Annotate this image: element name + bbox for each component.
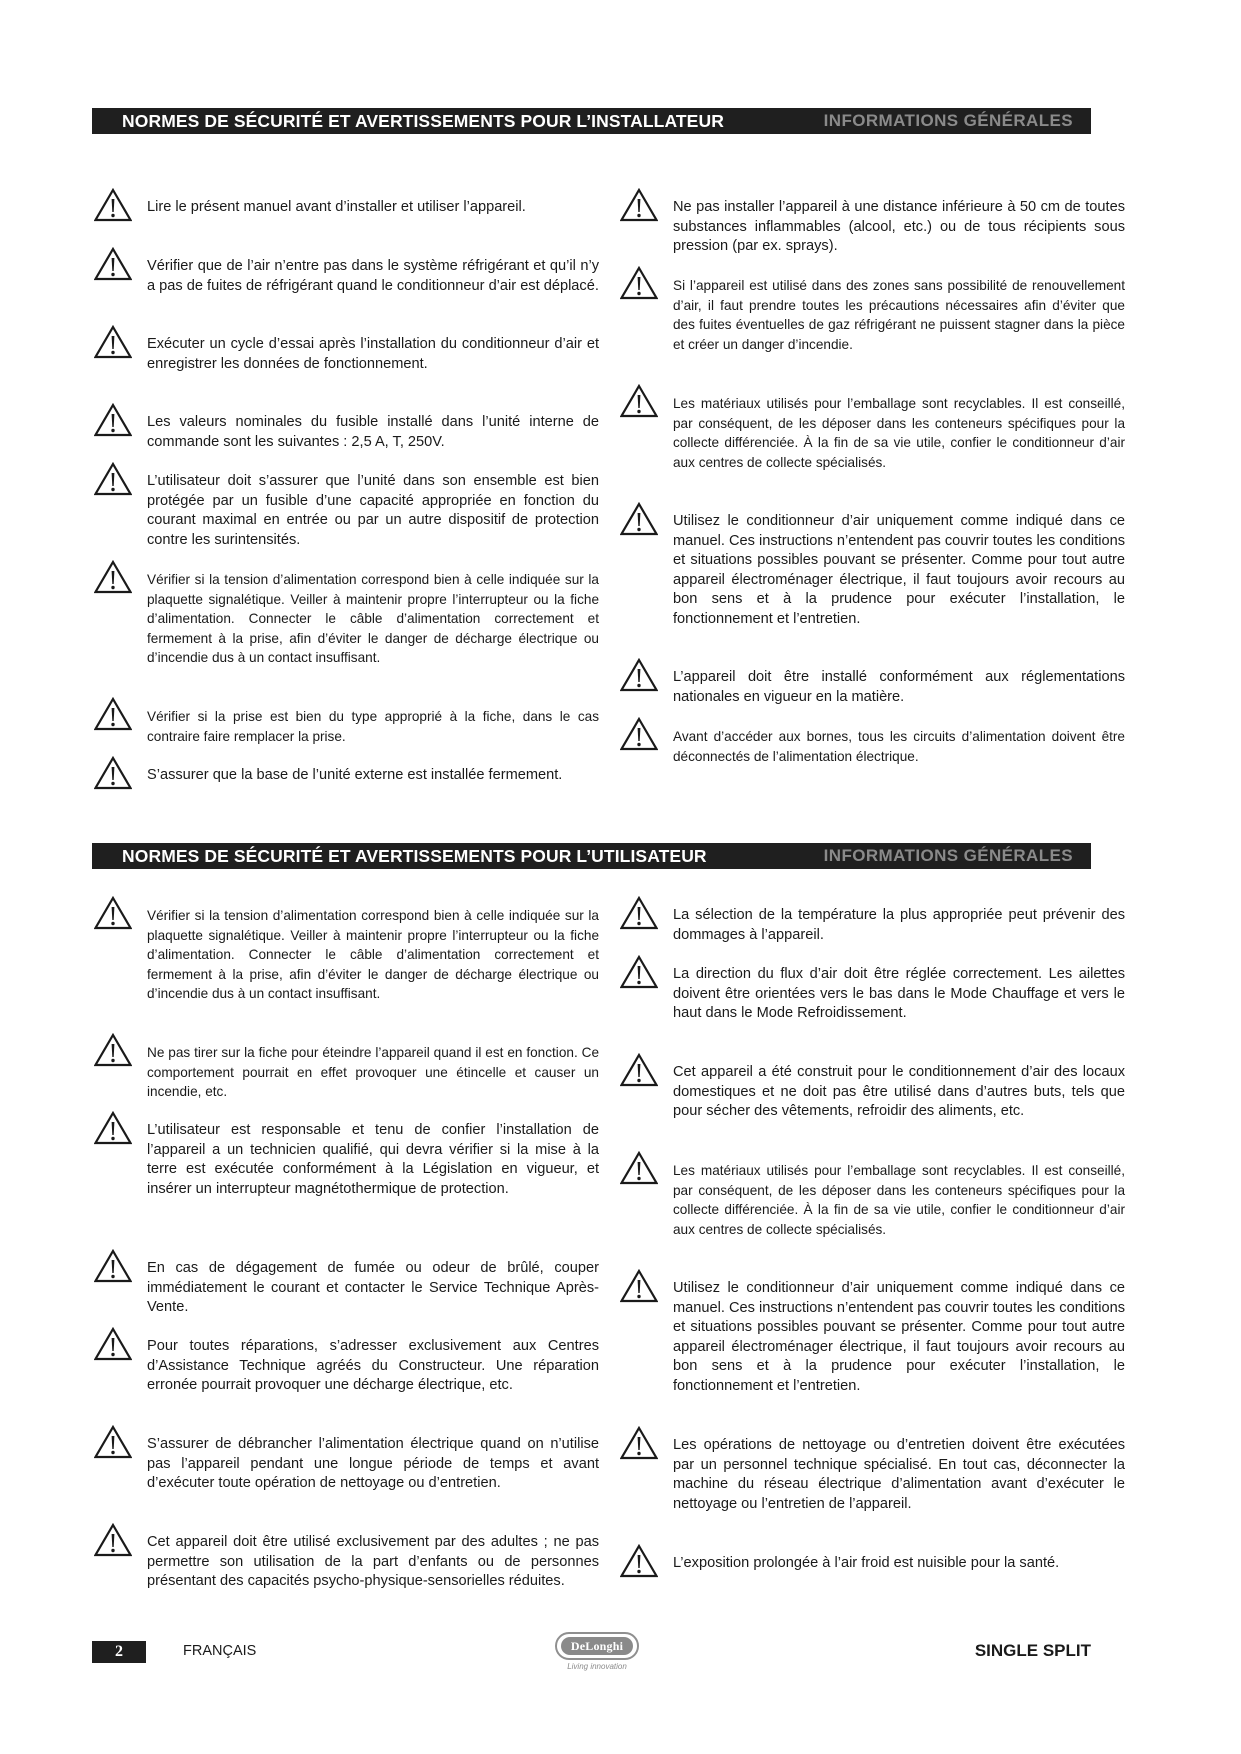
section-category: INFORMATIONS GÉNÉRALES <box>823 111 1073 130</box>
warning-icon <box>620 717 658 751</box>
warning-text: Vérifier si la prise est bien du type approprié à la fiche, dans le cas contraire faire remplacer la prise. <box>147 709 599 744</box>
warning-text: L’exposition prolongée à l’air froid est nuisible pour la santé. <box>673 1555 1060 1571</box>
warning-icon <box>620 502 658 536</box>
warning-icon <box>620 1151 658 1185</box>
brand-name: DeLonghi <box>561 1637 633 1655</box>
warning-icon <box>620 955 658 989</box>
warning-icon <box>94 1523 132 1557</box>
warning-icon <box>94 697 132 731</box>
warning-text: L’utilisateur doit s’assurer que l’unité dans son ensemble est bien protégée par un fusible d’une capacité appropriée en fonction du courant maximal en entrée ou par un autre dispositif de protection contre les surintensités. <box>147 473 599 548</box>
warning-text: La sélection de la température la plus appropriée peut prévenir des dommages à l’appareil. <box>673 907 1125 943</box>
brand-tagline: Living innovation <box>567 1662 627 1671</box>
warning-text: Si l’appareil est utilisé dans des zones sans possibilité de renouvellement d’air, il faut prendre toutes les précautions nécessaires afin d’éviter que des fuites éventuelles de gaz réfrigérant ne puissent stagner dans la pièce et créer un danger d’incendie. <box>673 278 1125 352</box>
warning-text: S’assurer que la base de l’unité externe est installée fermement. <box>147 767 563 783</box>
warning-text: Lire le présent manuel avant d’installer et utiliser l’appareil. <box>147 199 526 215</box>
warning-icon <box>620 1269 658 1303</box>
warning-text: L’appareil doit être installé conformément aux réglementations nationales en vigueur en la matière. <box>673 669 1125 705</box>
warning-text: La direction du flux d’air doit être réglée correctement. Les ailettes doivent être orientées vers le bas dans le Mode Chauffage et vers le haut dans le Mode Refroidissement. <box>673 966 1125 1022</box>
footer-language: FRANÇAIS <box>183 1643 257 1659</box>
warning-icon <box>94 896 132 930</box>
warning-text: Les opérations de nettoyage ou d’entretien doivent être exécutées par un personnel technique spécialisé. En tout cas, déconnecter la machine du réseau électrique d’alimentation avant d’exécuter le nettoyage ou l’entretien de l’appareil. <box>673 1437 1125 1512</box>
warning-icon <box>94 1111 132 1145</box>
product-name: SINGLE SPLIT <box>974 1641 1091 1660</box>
warning-text: Avant d’accéder aux bornes, tous les circuits d’alimentation doivent être déconnectés de l’alimentation électrique. <box>673 729 1125 764</box>
warning-icon <box>620 658 658 692</box>
warning-icon <box>620 384 658 418</box>
section-header-user <box>92 843 1091 869</box>
warning-icon <box>94 560 132 594</box>
warning-icon <box>620 1426 658 1460</box>
warning-text: Les valeurs nominales du fusible installé dans l’unité interne de commande sont les suivantes : 2,5 A, T, 250V. <box>147 414 599 450</box>
warning-text: Ne pas installer l’appareil à une distance inférieure à 50 cm de toutes substances inflammables (alcool, etc.) ou de tous récipients sous pression (par ex. sprays). <box>673 199 1125 255</box>
warning-icon <box>94 756 132 790</box>
warning-text: Ne pas tirer sur la fiche pour éteindre l’appareil quand il est en fonction. Ce comportement pourrait en effet provoquer une étincelle et causer un incendie, etc. <box>147 1045 599 1100</box>
warning-icon <box>94 1425 132 1459</box>
warning-text: En cas de dégagement de fumée ou odeur de brûlé, couper immédiatement le courant et contacter le Service Technique Après-Vente. <box>147 1260 599 1316</box>
warning-icon <box>620 188 658 222</box>
warning-icon <box>620 896 658 930</box>
warning-icon <box>620 1544 658 1578</box>
warning-icon <box>94 325 132 359</box>
warning-icon <box>94 1249 132 1283</box>
warning-text: Vérifier si la tension d’alimentation correspond bien à celle indiquée sur la plaquette signalétique. Veiller à maintenir propre l’interrupteur ou la fiche d’alimentation. Connecter le câble d’alimentation correctement et fermement à la prise, afin d’éviter le danger de décharge électrique ou d’incendie dus à un contact insuffisant. <box>147 572 599 666</box>
warning-icon <box>94 1033 132 1067</box>
warning-icon <box>94 462 132 496</box>
warning-text: Cet appareil doit être utilisé exclusivement par des adultes ; ne pas permettre son utilisation de la part d’enfants ou de personnes présentant des capacités psycho-physique-sensorielles réduites. <box>147 1534 599 1590</box>
warning-text: Vérifier que de l’air n’entre pas dans le système réfrigérant et qu’il n’y a pas de fuites de réfrigérant quand le conditionneur d’air est déplacé. <box>147 258 599 294</box>
warning-text: Utilisez le conditionneur d’air uniquement comme indiqué dans ce manuel. Ces instructions n’entendent pas couvrir toutes les conditions et situations possibles pouvant se présenter. Comme pour tout autre appareil électroménager électrique, il faut toujours avoir recours au bon sens et à la prudence pour exécuter l’installation, le fonctionnement et l’entretien. <box>673 1280 1125 1394</box>
section-header-installer <box>92 108 1091 134</box>
warning-text: Pour toutes réparations, s’adresser exclusivement aux Centres d’Assistance Technique agréés du Constructeur. Une réparation erronée pourrait provoquer une décharge électrique, etc. <box>147 1338 599 1394</box>
brand-logo <box>555 1632 639 1676</box>
warning-icon <box>620 1053 658 1087</box>
warning-text: Utilisez le conditionneur d’air uniquement comme indiqué dans ce manuel. Ces instructions n’entendent pas couvrir toutes les conditions et situations possibles pouvant se présenter. Comme pour tout autre appareil électroménager électrique, il faut toujours avoir recours au bon sens et à la prudence pour exécuter l’installation, le fonctionnement et l’entretien. <box>673 513 1125 627</box>
warning-text: L’utilisateur est responsable et tenu de confier l’installation de l’appareil a un technicien qualifié, qui devra vérifier si la mise à la terre est exécutée conformément à la Législation en vigueur, et insérer un interrupteur magnétothermique de protection. <box>147 1122 599 1197</box>
section-title: NORMES DE SÉCURITÉ ET AVERTISSEMENTS POUR L’UTILISATEUR <box>122 845 707 866</box>
section-title: NORMES DE SÉCURITÉ ET AVERTISSEMENTS POUR L’INSTALLATEUR <box>122 110 724 131</box>
warning-text: S’assurer de débrancher l’alimentation électrique quand on n’utilise pas l’appareil pendant une longue période de temps et avant d’exécuter toute opération de nettoyage ou d’entretien. <box>147 1436 599 1492</box>
warning-text: Les matériaux utilisés pour l’emballage sont recyclables. Il est conseillé, par conséquent, de les déposer dans les conteneurs spécifiques pour la collecte différenciée. À la fin de sa vie utile, confier le conditionneur d’air aux centres de collecte spécialisés. <box>673 396 1125 470</box>
logo-badge <box>555 1632 639 1660</box>
warning-text: Cet appareil a été construit pour le conditionnement d’air des locaux domestiques et ne doit pas être utilisé dans d’autres buts, tels que pour sécher des vêtements, refroidir des aliments, etc. <box>673 1064 1125 1120</box>
page-number: 2 <box>92 1641 146 1663</box>
warning-icon <box>94 403 132 437</box>
warning-icon <box>94 247 132 281</box>
warning-icon <box>620 266 658 300</box>
section-category: INFORMATIONS GÉNÉRALES <box>823 846 1073 865</box>
warning-text: Les matériaux utilisés pour l’emballage sont recyclables. Il est conseillé, par conséquent, de les déposer dans les conteneurs spécifiques pour la collecte différenciée. À la fin de sa vie utile, confier le conditionneur d’air aux centres de collecte spécialisés. <box>673 1163 1125 1237</box>
warning-icon <box>94 1327 132 1361</box>
warning-icon <box>94 188 132 222</box>
warning-text: Vérifier si la tension d’alimentation correspond bien à celle indiquée sur la plaquette signalétique. Veiller à maintenir propre l’interrupteur ou la fiche d’alimentation. Connecter le câble d’alimentation correctement et fermement à la prise, afin d’éviter le danger de décharge électrique ou d’incendie dus à un contact insuffisant. <box>147 908 599 1002</box>
warning-text: Exécuter un cycle d’essai après l’installation du conditionneur d’air et enregistrer les données de fonctionnement. <box>147 336 599 372</box>
